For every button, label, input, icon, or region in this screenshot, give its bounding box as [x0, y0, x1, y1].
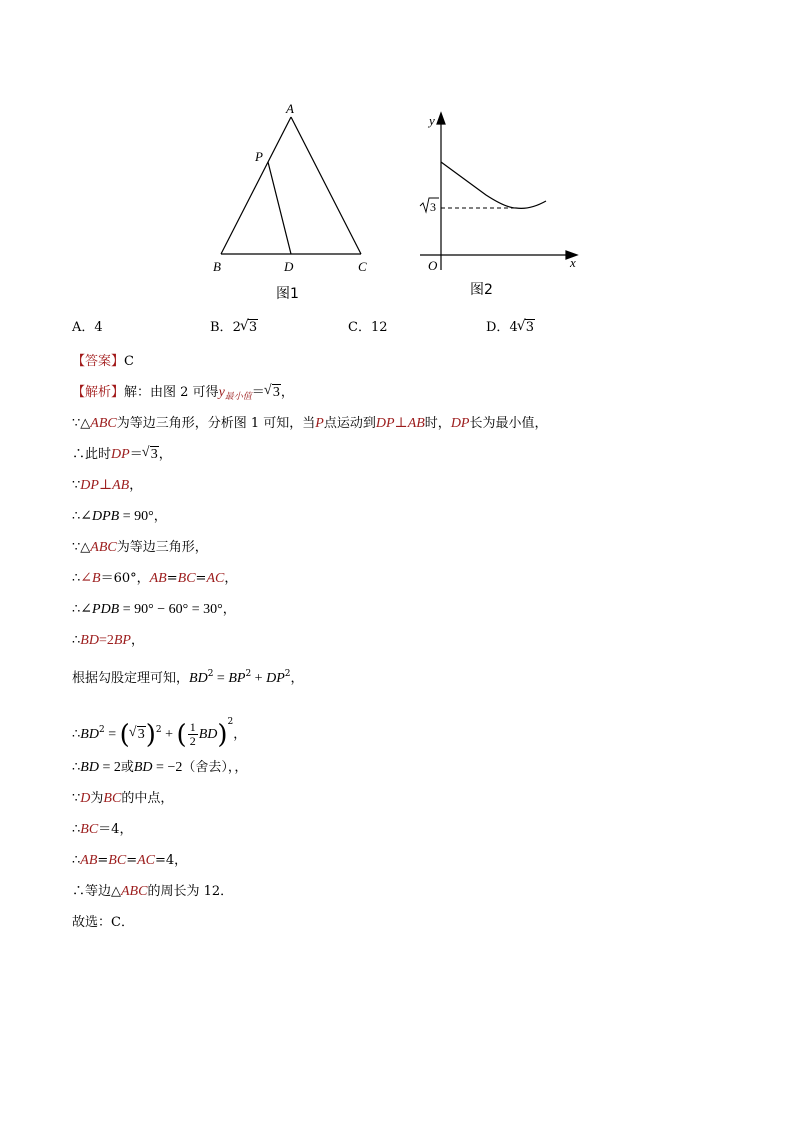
l7-d: AB	[149, 571, 167, 586]
analysis-line-5	[72, 507, 167, 527]
option-b-value: 2	[232, 320, 241, 335]
l11-sq2: 2	[227, 717, 234, 727]
l7-e: =	[166, 571, 178, 586]
analysis-line-13	[72, 789, 173, 809]
l12-g: （舍去），，	[182, 760, 248, 775]
l9-e: ，	[130, 633, 144, 648]
l14-b: BC	[80, 822, 99, 837]
l11-bd2: BD	[198, 727, 218, 742]
l1-a: 解：由图 2 可得	[124, 385, 219, 400]
l8-d: ，	[222, 602, 236, 617]
l11-lparen2: (	[176, 720, 187, 750]
l11-plus: +	[161, 727, 177, 742]
l16-c: 的周长为 12．	[147, 884, 234, 899]
l3-b: ＝	[129, 447, 143, 462]
l12-e: BD	[133, 760, 153, 775]
triangle-abc	[221, 117, 361, 254]
l10-end: ，	[290, 671, 304, 686]
l13-d: D	[80, 791, 91, 806]
l14-a: ∴	[72, 822, 81, 837]
l16-b: ABC	[121, 884, 148, 899]
answer-line	[72, 352, 134, 372]
figure-1-triangle	[205, 95, 385, 285]
l1-y: y	[218, 385, 225, 400]
answer-tag: 【答案】	[72, 354, 125, 369]
l16-a: ∴等边△	[72, 884, 121, 899]
l14-c: ＝4，	[98, 822, 133, 837]
l4-b: DP⊥AB	[80, 478, 130, 493]
l11-eq: =	[104, 727, 120, 742]
l2-e: 长为最小值，	[469, 416, 548, 431]
l7-c: ＝60°，	[100, 571, 150, 586]
option-b-radicand: 3	[248, 320, 258, 335]
label-sqrt3-radicand: 3	[430, 200, 436, 214]
l11-lparen1: (	[119, 720, 130, 750]
analysis-line-9	[72, 631, 144, 651]
l10-bd: BD	[189, 671, 208, 686]
l13-b: 为	[90, 791, 104, 806]
analysis-line-3	[72, 445, 172, 465]
l8-c: = 90° − 60° = 30°	[119, 602, 223, 617]
figure-1-caption: 图1	[276, 286, 299, 302]
l15-a: ∴	[72, 853, 81, 868]
l1-b: ＝	[251, 385, 265, 400]
analysis-line-10	[72, 664, 304, 689]
l10-eq: =	[213, 671, 229, 686]
l2-b: 为等边三角形，分析图 1 可知，当	[116, 416, 316, 431]
l9-a: ∴	[72, 633, 81, 648]
l5-c: = 90°	[119, 509, 154, 524]
l6-c: 为等边三角形，	[116, 540, 208, 555]
option-a-value: 4	[94, 320, 103, 335]
l11-sqrt	[130, 718, 146, 752]
l10-dp: DP	[266, 671, 285, 686]
l10-sup2: 2	[245, 669, 252, 679]
option-c-value: 12	[370, 320, 388, 335]
l11-rparen2: )	[217, 720, 228, 750]
l8-b: ∠PDB	[80, 602, 120, 617]
l4-a: ∵	[72, 478, 81, 493]
segment-pd	[268, 162, 291, 254]
l7-h: AC	[206, 571, 225, 586]
answer-value: C	[124, 354, 134, 369]
l9-d: BP	[113, 633, 131, 648]
l10-a: 根据勾股定理可知，	[72, 671, 190, 686]
l7-a: ∴	[72, 571, 81, 586]
l12-f: = −2	[152, 760, 183, 775]
l3-a: ∴此时	[72, 447, 112, 462]
analysis-line-7	[72, 569, 237, 589]
l2-d: 时，	[424, 416, 451, 431]
l12-a: ∴	[72, 760, 81, 775]
l15-c: =	[97, 853, 109, 868]
l10-plus: +	[251, 671, 267, 686]
label-p: P	[255, 149, 263, 164]
l7-f: BC	[177, 571, 196, 586]
l11-numerator: 1	[189, 720, 196, 734]
label-a: A	[286, 101, 294, 116]
l7-b: ∠B	[80, 571, 101, 586]
option-d-value: 4	[509, 320, 518, 335]
l12-d: 或	[120, 760, 134, 775]
option-d-letter: D．	[486, 320, 510, 335]
l3-radicand: 3	[150, 447, 158, 462]
l12-c: = 2	[98, 760, 121, 775]
l11-radicand: 3	[137, 727, 145, 742]
label-c: C	[358, 259, 367, 274]
l7-g: =	[195, 571, 207, 586]
analysis-line-17	[72, 913, 134, 933]
graph-curve	[441, 162, 546, 208]
label-o: O	[428, 258, 438, 273]
l2-p: P	[315, 416, 324, 431]
label-y: y	[429, 113, 435, 128]
l1-radicand: 3	[272, 385, 280, 400]
analysis-tag: 【解析】	[72, 385, 125, 400]
l3-sqrt	[143, 445, 159, 465]
option-b-sqrt	[241, 320, 258, 335]
label-b: B	[213, 259, 221, 274]
l6-a: ∵△	[72, 540, 91, 555]
l1-sub: 最小值	[224, 391, 252, 401]
side-ac	[291, 117, 361, 254]
analysis-line-12	[72, 758, 247, 778]
l13-c: 的中点，	[121, 791, 174, 806]
analysis-line-4	[72, 476, 142, 496]
label-d: D	[284, 259, 294, 274]
l11-sup: 2	[98, 725, 105, 735]
analysis-line-15	[72, 851, 187, 871]
side-ab	[221, 117, 291, 254]
l15-d: BC	[108, 853, 127, 868]
l1-sqrt	[265, 383, 281, 403]
l2-dpab: DP⊥AB	[375, 416, 425, 431]
option-a-letter: A．	[72, 320, 95, 335]
l3-c: ，	[158, 447, 172, 462]
l11-denominator: 2	[189, 734, 196, 748]
option-d	[486, 316, 535, 335]
l15-f: AC	[137, 853, 155, 868]
l9-c: =2	[98, 633, 114, 648]
l6-b: ABC	[90, 540, 117, 555]
l15-e: =	[126, 853, 138, 868]
analysis-line-14	[72, 820, 132, 840]
l2-abc: ABC	[90, 416, 117, 431]
l10-sup1: 2	[207, 669, 214, 679]
l7-i: ，	[224, 571, 238, 586]
l1-c: ，	[280, 385, 294, 400]
analysis-line-1	[72, 383, 294, 406]
l13-bc: BC	[103, 791, 122, 806]
label-x: x	[570, 255, 576, 270]
l11-sq1: 2	[155, 725, 162, 735]
l12-b: BD	[80, 760, 99, 775]
analysis-line-16	[72, 882, 233, 902]
option-a	[72, 316, 103, 335]
l17: 故选：C．	[72, 915, 134, 930]
option-c	[348, 316, 388, 335]
analysis-line-11	[72, 705, 246, 752]
y-axis-arrow	[437, 113, 445, 124]
l2-dp: DP	[450, 416, 470, 431]
option-b-letter: B．	[210, 320, 233, 335]
label-sqrt3	[420, 198, 439, 214]
l11-fraction	[188, 721, 198, 748]
l9-b: BD	[80, 633, 99, 648]
l10-sup3: 2	[284, 669, 291, 679]
l3-dp: DP	[111, 447, 130, 462]
analysis-line-2	[72, 414, 548, 434]
analysis-line-6	[72, 538, 208, 558]
analysis-line-8	[72, 600, 236, 620]
l5-a: ∴	[72, 509, 81, 524]
l11-rparen1: )	[145, 720, 156, 750]
l2-a: ∵△	[72, 416, 91, 431]
l4-c: ，	[129, 478, 143, 493]
l2-c: 点运动到	[323, 416, 376, 431]
l11-bd: BD	[80, 727, 99, 742]
option-d-sqrt	[518, 320, 535, 335]
l15-g: =4，	[154, 853, 188, 868]
l15-b: AB	[80, 853, 98, 868]
l11-end: ，	[233, 727, 247, 742]
figure-2-caption: 图2	[470, 282, 493, 298]
figure-2-graph	[410, 105, 590, 280]
l5-d: ，	[153, 509, 167, 524]
l5-b: ∠DPB	[80, 509, 120, 524]
l8-a: ∴	[72, 602, 81, 617]
l10-bp: BP	[228, 671, 246, 686]
option-c-letter: C．	[348, 320, 371, 335]
l11-a: ∴	[72, 727, 81, 742]
option-d-radicand: 3	[525, 320, 534, 335]
l13-a: ∵	[72, 791, 81, 806]
option-b	[210, 316, 258, 335]
